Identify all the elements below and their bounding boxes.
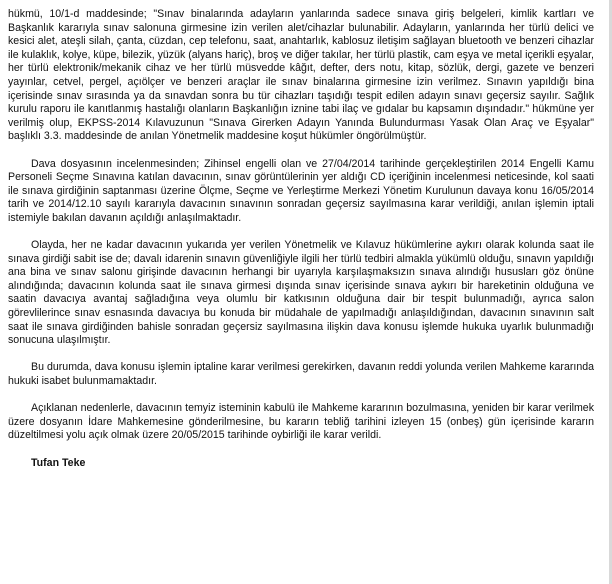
paragraph-decision: Açıklanan nedenlerle, davacının temyiz isteminin kabulü ile Mahkeme kararının bozulmasına, yeniden bir karar verilmek üzere dosyanın İdare Mahkemesine gönderilmesine, bu kararın tebliğ tarihini izleyen 15 (onbeş) gün içerisinde kararın düzeltilmesi yolu açık olmak üzere 20/05/2015 tarihinde oybirliği ile karar verildi. bbox=[8, 402, 594, 442]
signature: Tufan Teke bbox=[31, 456, 86, 469]
paragraph-regulation-clause: hükmü, 10/1-d maddesinde; "Sınav binalarında adayların yanlarında sadece sınava giriş belgeleri, kimlik kartları ve Başkanlık kararıyla sınav salonuna girmesine izin verilen alet/cihazlar bulunabilir. Adayların, yanlarında her türlü delici ve kesici alet, ateşli silah, çanta, cüzdan, cep telefonu, saat, anahtarlık, kablosuz iletişim sağlayan bluetooth ve benzeri cihazlar ile kulaklık, kolye, küpe, bilezik, yüzük (alyans hariç), broş ve diğer takılar, her türlü plastik, cam eşya ve metal içerikli eşyalar, her türlü elektronik/mekanik cihaz ve her türlü müsvedde kâğıt, defter, ders notu, kitap, sözlük, dergi, gazete ve benzeri yayınlar, cetvel, pergel, açıölçer ve benzeri araçlar ile sınav binalarına girmesine izin verilmez. Sınavın yapıldığı bina içerisinde sınav sırasında ya da sınavdan sonra bu tür cihazları taşıdığı tespit edilen adayın sınavı geçersiz sayılır. Sağlık kurulu raporu ile kanıtlanmış hastalığı olanların Başkanlığın iznine tabi ilaç ve gıdalar bu kapsamın dışındadır." hükmüne yer verilmiş olup, EKPSS-2014 Kılavuzunun "Sınava Girerken Adayın Yanında Bulundurması Yasak Olan Araç ve Eşyalar" başlıklı 3.3. maddesinde de anılan Yönetmelik maddesine koşut hükümler öngörülmüştür. bbox=[8, 8, 594, 143]
paragraph-assessment: Olayda, her ne kadar davacının yukarıda yer verilen Yönetmelik ve Kılavuz hükümlerine aykırı olarak kolunda saat ile sınava girdiği sabit ise de; davalı idarenin sınavın güvenliğiyle ilgili her türlü tedbiri almakla yükümlü olduğu, sınavın yapıldığı ana bina ve sınav salonu girişinde davacının herhangi bir uyarıyla karşılaşmaksızın sınava alındığı hususları göz önüne alındığında; davacının kolunda saat ile sınava girmesi dışında sınav içerisinde sınava aykırı bir hareketinin olduğuna ve saatin davacıya avantaj sağladığına veya olumlu bir katkısının olduğuna dair bir tespit bulunmadığı, ayrıca salon görevlilerince sınav esnasında davacıya bu konuda bir müdahale de yapılmadığı anlaşıldığından, davacının sınavının salt saat ile sınava girdiğinden bahisle sonradan geçersiz sayılmasına ilişkin dava konusu işlemde hukuka uyarlık bulunmadığı sonucuna ulaşılmıştır. bbox=[8, 239, 594, 347]
paragraph-conclusion: Bu durumda, dava konusu işlemin iptaline karar verilmesi gerekirken, davanın reddi yolunda verilen Mahkeme kararında hukuki isabet bulunmamaktadır. bbox=[8, 361, 594, 388]
document-body bbox=[8, 8, 594, 470]
paragraph-case-file-review: Dava dosyasının incelenmesinden; Zihinsel engelli olan ve 27/04/2014 tarihinde gerçekleştirilen 2014 Engelli Kamu Personeli Seçme Sınavına katılan davacının, sınav görüntülerinin yer aldığı CD içeriğinin incelenmesi neticesinde, kol saati ile sınava girdiğinin saptanması üzerine Ölçme, Seçme ve Yerleştirme Merkezi Yönetim Kurulunun davaya konu 16/05/2014 tarih ve 2014/12.10 sayılı kararıyla davacının sınavının sonradan geçersiz sayılmasına karar verildiği, anılan işlemin iptali istemiyle bakılan davanın açıldığı anlaşılmaktadır. bbox=[8, 157, 594, 224]
